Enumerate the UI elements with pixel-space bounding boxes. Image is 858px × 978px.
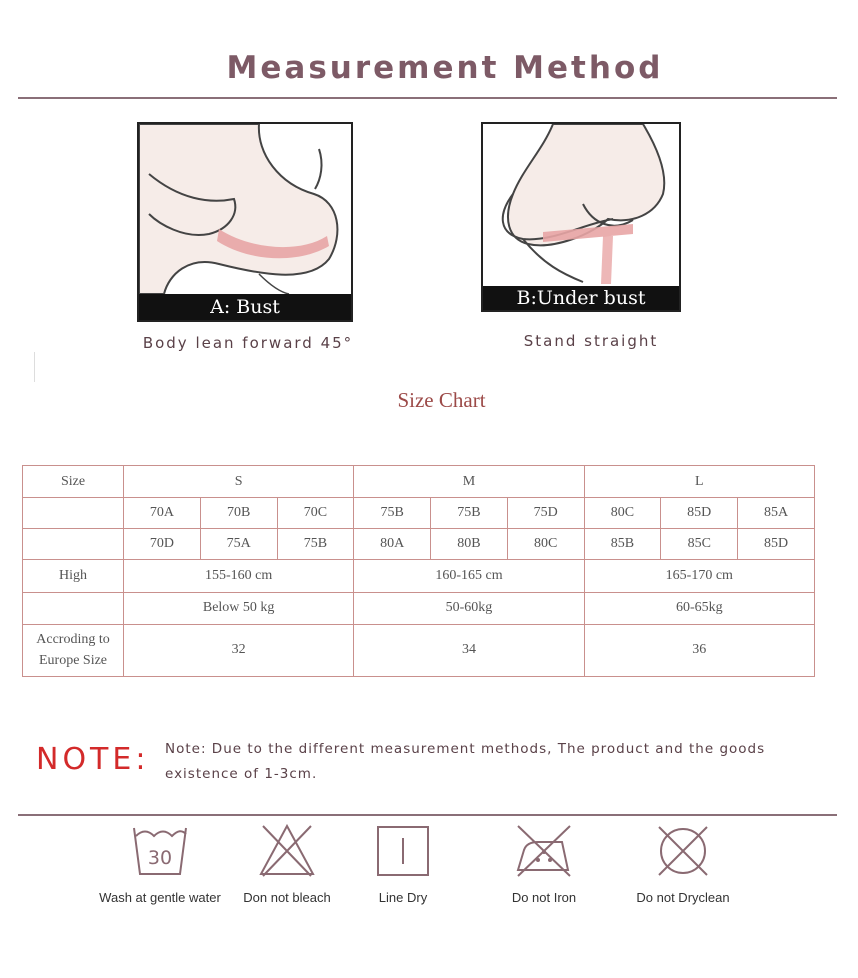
cup-row-label [23, 498, 124, 529]
care-label-bleach: Don not bleach [243, 890, 331, 905]
faint-divider [34, 352, 35, 382]
no-dryclean-icon [653, 822, 713, 880]
wash-30-icon [130, 822, 190, 880]
cup-cell: 80B [431, 529, 508, 560]
weight-l: 60-65kg [584, 592, 814, 624]
cup-cell: 75B [431, 498, 508, 529]
care-wash [90, 822, 230, 905]
height-l: 165-170 cm [584, 560, 814, 592]
under-bust-caption-band: B:Under bust [483, 286, 679, 310]
cup-cell: 70B [200, 498, 277, 529]
size-chart-title: Size Chart [397, 388, 486, 412]
under-bust-caption: Stand straight [523, 332, 659, 350]
height-m: 160-165 cm [354, 560, 584, 592]
wash-temperature: 30 [147, 847, 173, 869]
cup-cell: 75A [200, 529, 277, 560]
care-divider [18, 814, 837, 816]
cup-cell: 75D [507, 498, 584, 529]
cup-cell: 80C [507, 529, 584, 560]
europe-l: 36 [584, 624, 814, 676]
weight-row [23, 592, 815, 624]
size-m: M [354, 466, 584, 498]
note-label: NOTE: [36, 742, 150, 777]
cup-cell: 75B [354, 498, 431, 529]
cup-row-1 [23, 498, 815, 529]
no-bleach-icon [257, 822, 317, 880]
cup-cell: 70A [124, 498, 201, 529]
cup-cell: 70C [277, 498, 354, 529]
cup-cell: 85B [584, 529, 661, 560]
bust-illustration [139, 124, 351, 320]
care-dryclean [618, 822, 748, 905]
no-iron-icon [512, 822, 576, 880]
europe-s: 32 [124, 624, 354, 676]
cup-cell: 85A [738, 498, 815, 529]
care-bleach [222, 822, 352, 905]
under-bust-measure-image [481, 122, 681, 312]
cup-cell: 80C [584, 498, 661, 529]
cup-cell: 70D [124, 529, 201, 560]
care-label-iron: Do not Iron [511, 890, 577, 905]
size-chart-table [22, 465, 815, 677]
cup-cell: 80A [354, 529, 431, 560]
care-label-dry: Line Dry [378, 890, 428, 905]
height-row [23, 560, 815, 592]
size-row [23, 466, 815, 498]
title-divider [18, 97, 837, 99]
cup-row-2 [23, 529, 815, 560]
cup-row-label [23, 529, 124, 560]
bust-measure-image [137, 122, 353, 322]
bust-caption-band: A: Bust [139, 294, 351, 320]
care-dry [348, 822, 458, 905]
care-iron [484, 822, 604, 905]
weight-m: 50-60kg [354, 592, 584, 624]
europe-m: 34 [354, 624, 584, 676]
care-label-dryclean: Do not Dryclean [636, 890, 730, 905]
size-s: S [124, 466, 354, 498]
bust-caption: Body lean forward 45° [142, 334, 354, 352]
size-header-label: Size [23, 466, 124, 498]
note-text: Note: Due to the different measurement methods, The product and the goods existence of 1-3cm. [165, 741, 766, 782]
under-bust-illustration [483, 124, 679, 310]
height-label: High [23, 560, 124, 592]
care-label-wash: Wash at gentle water [99, 890, 221, 905]
height-s: 155-160 cm [124, 560, 354, 592]
cup-cell: 75B [277, 529, 354, 560]
europe-label-line-1: Accroding to [36, 632, 110, 648]
cup-cell: 85D [661, 498, 738, 529]
europe-label-line-2: Europe Size [38, 653, 108, 669]
size-l: L [584, 466, 814, 498]
europe-label [23, 624, 124, 676]
weight-s: Below 50 kg [124, 592, 354, 624]
europe-row [23, 624, 815, 676]
page-title: Measurement Method [226, 50, 664, 86]
cup-cell: 85C [661, 529, 738, 560]
cup-cell: 85D [738, 529, 815, 560]
weight-label [23, 592, 124, 624]
line-dry-icon [373, 822, 433, 880]
